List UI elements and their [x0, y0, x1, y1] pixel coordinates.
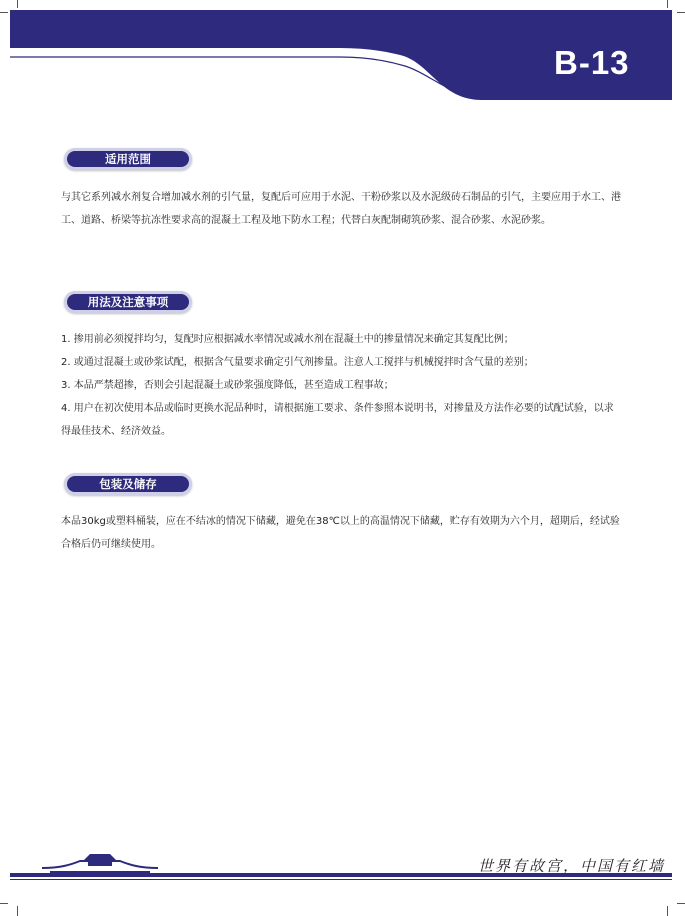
list-item: 4. 用户在初次使用本品或临时更换水泥品种时，请根据施工要求、条件参照本说明书，对掺量及方法作必要的试配试验，以求得最佳技术、经济效益。	[61, 403, 614, 437]
footer-rule-thin	[10, 879, 672, 880]
section-title-packaging: 包装及储存	[67, 476, 189, 492]
scope-paragraph: 与其它系列减水剂复合增加减水剂的引气量，复配后可应用于水泥、干粉砂浆以及水泥级砖石制品的引气，主要应用于水工、港工、道路、桥梁等抗冻性要求高的混凝土工程及地下防水工程；代替白灰配制砌筑砂浆、混合砂浆、水泥砂浆。	[61, 192, 621, 226]
packaging-paragraph: 本品30kg或塑料桶装，应在不结冰的情况下储藏，避免在38℃以上的高温情况下储藏，贮存有效期为六个月，超期后，经试验合格后仍可继续使用。	[61, 516, 620, 550]
section-title-scope: 适用范围	[67, 151, 189, 167]
section-header-packaging	[64, 473, 192, 495]
list-item: 1. 掺用前必须搅拌均匀，复配时应根据减水率情况或减水剂在混凝土中的掺量情况来确定其复配比例；	[61, 334, 514, 345]
section-header-usage	[64, 291, 192, 313]
section-title-usage: 用法及注意事项	[67, 294, 189, 310]
section-header-scope	[64, 148, 192, 170]
list-item: 3. 本品严禁超掺，否则会引起混凝土或砂浆强度降低，甚至造成工程事故；	[61, 380, 394, 391]
page-code: B-13	[554, 44, 630, 81]
crop-mark-bottom-right	[667, 906, 668, 916]
usage-list	[61, 328, 621, 443]
list-item: 2. 或通过混凝土或砂浆试配，根据含气量要求确定引气剂掺量。注意人工搅拌与机械搅拌时含气量的差别；	[61, 357, 534, 368]
crop-mark-left-bottom	[0, 903, 8, 904]
crop-mark-right-bottom	[677, 903, 685, 904]
footer-slogan: 世界有故宫，中国有红墙	[478, 857, 666, 875]
crop-mark-bottom-left	[17, 906, 18, 916]
